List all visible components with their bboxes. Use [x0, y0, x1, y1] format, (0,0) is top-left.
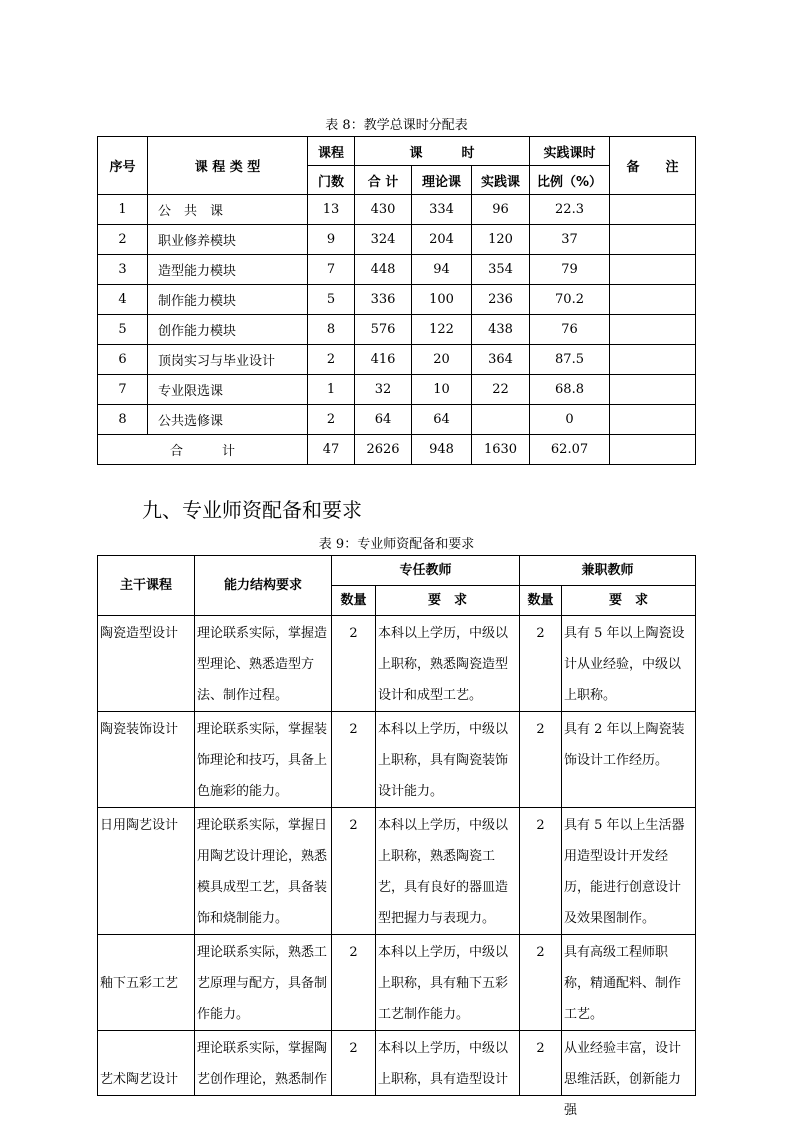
table-row	[98, 315, 696, 345]
row-theory: 204	[412, 225, 472, 255]
row-remark	[610, 345, 696, 375]
row-remark	[610, 315, 696, 345]
row-course: 釉下五彩工艺	[98, 935, 195, 1031]
row-practice	[472, 405, 530, 435]
table-row	[98, 808, 696, 935]
row-type: 创作能力模块	[148, 315, 308, 345]
header-course: 主干课程	[98, 556, 195, 616]
row-pt-qty: 2	[520, 616, 562, 712]
sum-count: 47	[308, 435, 355, 465]
row-pt-qty: 2	[520, 808, 562, 935]
header-ft-qty: 数量	[332, 586, 376, 616]
row-ft-qty: 2	[332, 712, 376, 808]
row-theory: 122	[412, 315, 472, 345]
row-theory: 100	[412, 285, 472, 315]
row-practice: 354	[472, 255, 530, 285]
row-ft-req: 本科以上学历，中级以上职称，具有釉下五彩工艺制作能力。	[376, 935, 520, 1031]
row-no: 2	[98, 225, 148, 255]
header-parttime: 兼职教师	[520, 556, 696, 586]
table-row	[98, 375, 696, 405]
header-count-bottom: 门数	[308, 166, 355, 195]
header-ratio-bottom: 比例（%）	[530, 166, 610, 195]
row-practice: 22	[472, 375, 530, 405]
row-ability-text: 理论联系实际，掌握陶艺创作理论，熟悉制作	[197, 1041, 328, 1087]
row-type: 职业修养模块	[148, 225, 308, 255]
row-practice: 96	[472, 195, 530, 225]
row-ratio: 76	[530, 315, 610, 345]
row-pt-req: 具有 2 年以上陶瓷装饰设计工作经历。	[562, 712, 696, 808]
header-ability: 能力结构要求	[195, 556, 332, 616]
row-type: 专业限选课	[148, 375, 308, 405]
row-no: 6	[98, 345, 148, 375]
header-count-top: 课程	[308, 137, 355, 166]
table-row	[98, 1031, 696, 1096]
row-count: 5	[308, 285, 355, 315]
row-theory: 94	[412, 255, 472, 285]
table-row	[98, 225, 696, 255]
header-ratio-top: 实践课时	[530, 137, 610, 166]
row-ft-req	[376, 1031, 520, 1096]
row-count: 2	[308, 405, 355, 435]
table-row	[98, 285, 696, 315]
row-count: 1	[308, 375, 355, 405]
table-sum-row	[98, 435, 696, 465]
row-remark	[610, 285, 696, 315]
header-theory: 理论课	[412, 166, 472, 195]
row-pt-req: 具有 5 年以上陶瓷设计从业经验，中级以上职称。	[562, 616, 696, 712]
row-total: 448	[355, 255, 412, 285]
row-ratio: 87.5	[530, 345, 610, 375]
row-no: 3	[98, 255, 148, 285]
row-total: 416	[355, 345, 412, 375]
header-seq: 序号	[98, 137, 148, 195]
row-theory: 334	[412, 195, 472, 225]
header-total: 合 计	[355, 166, 412, 195]
row-practice: 236	[472, 285, 530, 315]
row-type: 造型能力模块	[148, 255, 308, 285]
row-total: 576	[355, 315, 412, 345]
row-pt-req-text: 从业经验丰富，设计思维活跃，创新能力强	[564, 1041, 682, 1118]
row-pt-req	[562, 1031, 696, 1118]
sum-total: 2626	[355, 435, 412, 465]
sum-practice: 1630	[472, 435, 530, 465]
course-hours-table	[97, 136, 696, 465]
table8-caption: 表 8：教学总课时分配表	[325, 118, 468, 133]
row-remark	[610, 255, 696, 285]
header-pt-qty: 数量	[520, 586, 562, 616]
row-count: 2	[308, 345, 355, 375]
row-course: 陶瓷装饰设计	[98, 712, 195, 808]
row-ft-qty: 2	[332, 808, 376, 935]
row-pt-qty: 2	[520, 935, 562, 1031]
row-ratio: 70.2	[530, 285, 610, 315]
row-no: 7	[98, 375, 148, 405]
sum-label: 合 计	[98, 435, 308, 465]
table-row	[98, 616, 696, 712]
row-ft-req: 本科以上学历，中级以上职称，熟悉陶瓷造型设计和成型工艺。	[376, 616, 520, 712]
row-no: 5	[98, 315, 148, 345]
table-row	[98, 345, 696, 375]
table-row	[98, 255, 696, 285]
row-type: 公共选修课	[148, 405, 308, 435]
row-ft-req-text: 本科以上学历，中级以上职称，具有造型设计	[378, 1041, 509, 1087]
row-ft-qty: 2	[332, 935, 376, 1031]
row-ability: 理论联系实际，掌握日用陶艺设计理论，熟悉模具成型工艺，具备装饰和烧制能力。	[195, 808, 332, 935]
row-no: 4	[98, 285, 148, 315]
row-total: 64	[355, 405, 412, 435]
row-total: 430	[355, 195, 412, 225]
row-ratio: 37	[530, 225, 610, 255]
table-row	[98, 195, 696, 225]
row-ability: 理论联系实际，掌握装饰理论和技巧，具备上色施彩的能力。	[195, 712, 332, 808]
row-pt-qty: 2	[520, 1031, 562, 1096]
sum-ratio: 62.07	[530, 435, 610, 465]
row-no: 1	[98, 195, 148, 225]
row-ratio: 79	[530, 255, 610, 285]
table-row	[98, 405, 696, 435]
row-ratio: 68.8	[530, 375, 610, 405]
row-course: 陶瓷造型设计	[98, 616, 195, 712]
header-remark: 备 注	[610, 137, 696, 195]
row-total: 324	[355, 225, 412, 255]
row-count: 13	[308, 195, 355, 225]
header-pt-req: 要 求	[562, 586, 696, 616]
row-ft-qty: 2	[332, 1031, 376, 1096]
row-no: 8	[98, 405, 148, 435]
row-type: 顶岗实习与毕业设计	[148, 345, 308, 375]
row-type: 公 共 课	[148, 195, 308, 225]
row-remark	[610, 195, 696, 225]
row-pt-qty: 2	[520, 712, 562, 808]
faculty-table	[97, 555, 696, 1118]
row-remark	[610, 405, 696, 435]
row-course: 艺术陶艺设计	[98, 1031, 195, 1096]
row-count: 7	[308, 255, 355, 285]
section-heading: 九、专业师资配备和要求	[142, 498, 362, 522]
row-pt-req: 具有高级工程师职称，精通配料、制作工艺。	[562, 935, 696, 1031]
row-ratio: 0	[530, 405, 610, 435]
header-course-type: 课 程 类 型	[148, 137, 308, 195]
row-count: 9	[308, 225, 355, 255]
row-pt-req: 具有 5 年以上生活器用造型设计开发经历，能进行创意设计及效果图制作。	[562, 808, 696, 935]
header-practice: 实践课	[472, 166, 530, 195]
row-practice: 120	[472, 225, 530, 255]
sum-theory: 948	[412, 435, 472, 465]
sum-remark	[610, 435, 696, 465]
row-ratio: 22.3	[530, 195, 610, 225]
row-ft-req: 本科以上学历，中级以上职称，具有陶瓷装饰设计能力。	[376, 712, 520, 808]
row-ft-req: 本科以上学历，中级以上职称，熟悉陶瓷工艺，具有良好的器皿造型把握力与表现力。	[376, 808, 520, 935]
row-total: 32	[355, 375, 412, 405]
header-hours: 课 时	[355, 137, 530, 166]
header-fulltime: 专任教师	[332, 556, 520, 586]
row-ability	[195, 1031, 332, 1096]
row-ability: 理论联系实际，熟悉工艺原理与配方，具备制作能力。	[195, 935, 332, 1031]
row-total: 336	[355, 285, 412, 315]
row-theory: 10	[412, 375, 472, 405]
row-ability: 理论联系实际，掌握造型理论、熟悉造型方法、制作过程。	[195, 616, 332, 712]
row-remark	[610, 375, 696, 405]
row-theory: 20	[412, 345, 472, 375]
row-practice: 438	[472, 315, 530, 345]
header-ft-req: 要 求	[376, 586, 520, 616]
row-remark	[610, 225, 696, 255]
row-count: 8	[308, 315, 355, 345]
row-type: 制作能力模块	[148, 285, 308, 315]
table-row	[98, 935, 696, 1031]
table9-caption: 表 9：专业师资配备和要求	[318, 537, 475, 552]
table-row	[98, 712, 696, 808]
row-practice: 364	[472, 345, 530, 375]
row-course: 日用陶艺设计	[98, 808, 195, 935]
row-theory: 64	[412, 405, 472, 435]
row-ft-qty: 2	[332, 616, 376, 712]
